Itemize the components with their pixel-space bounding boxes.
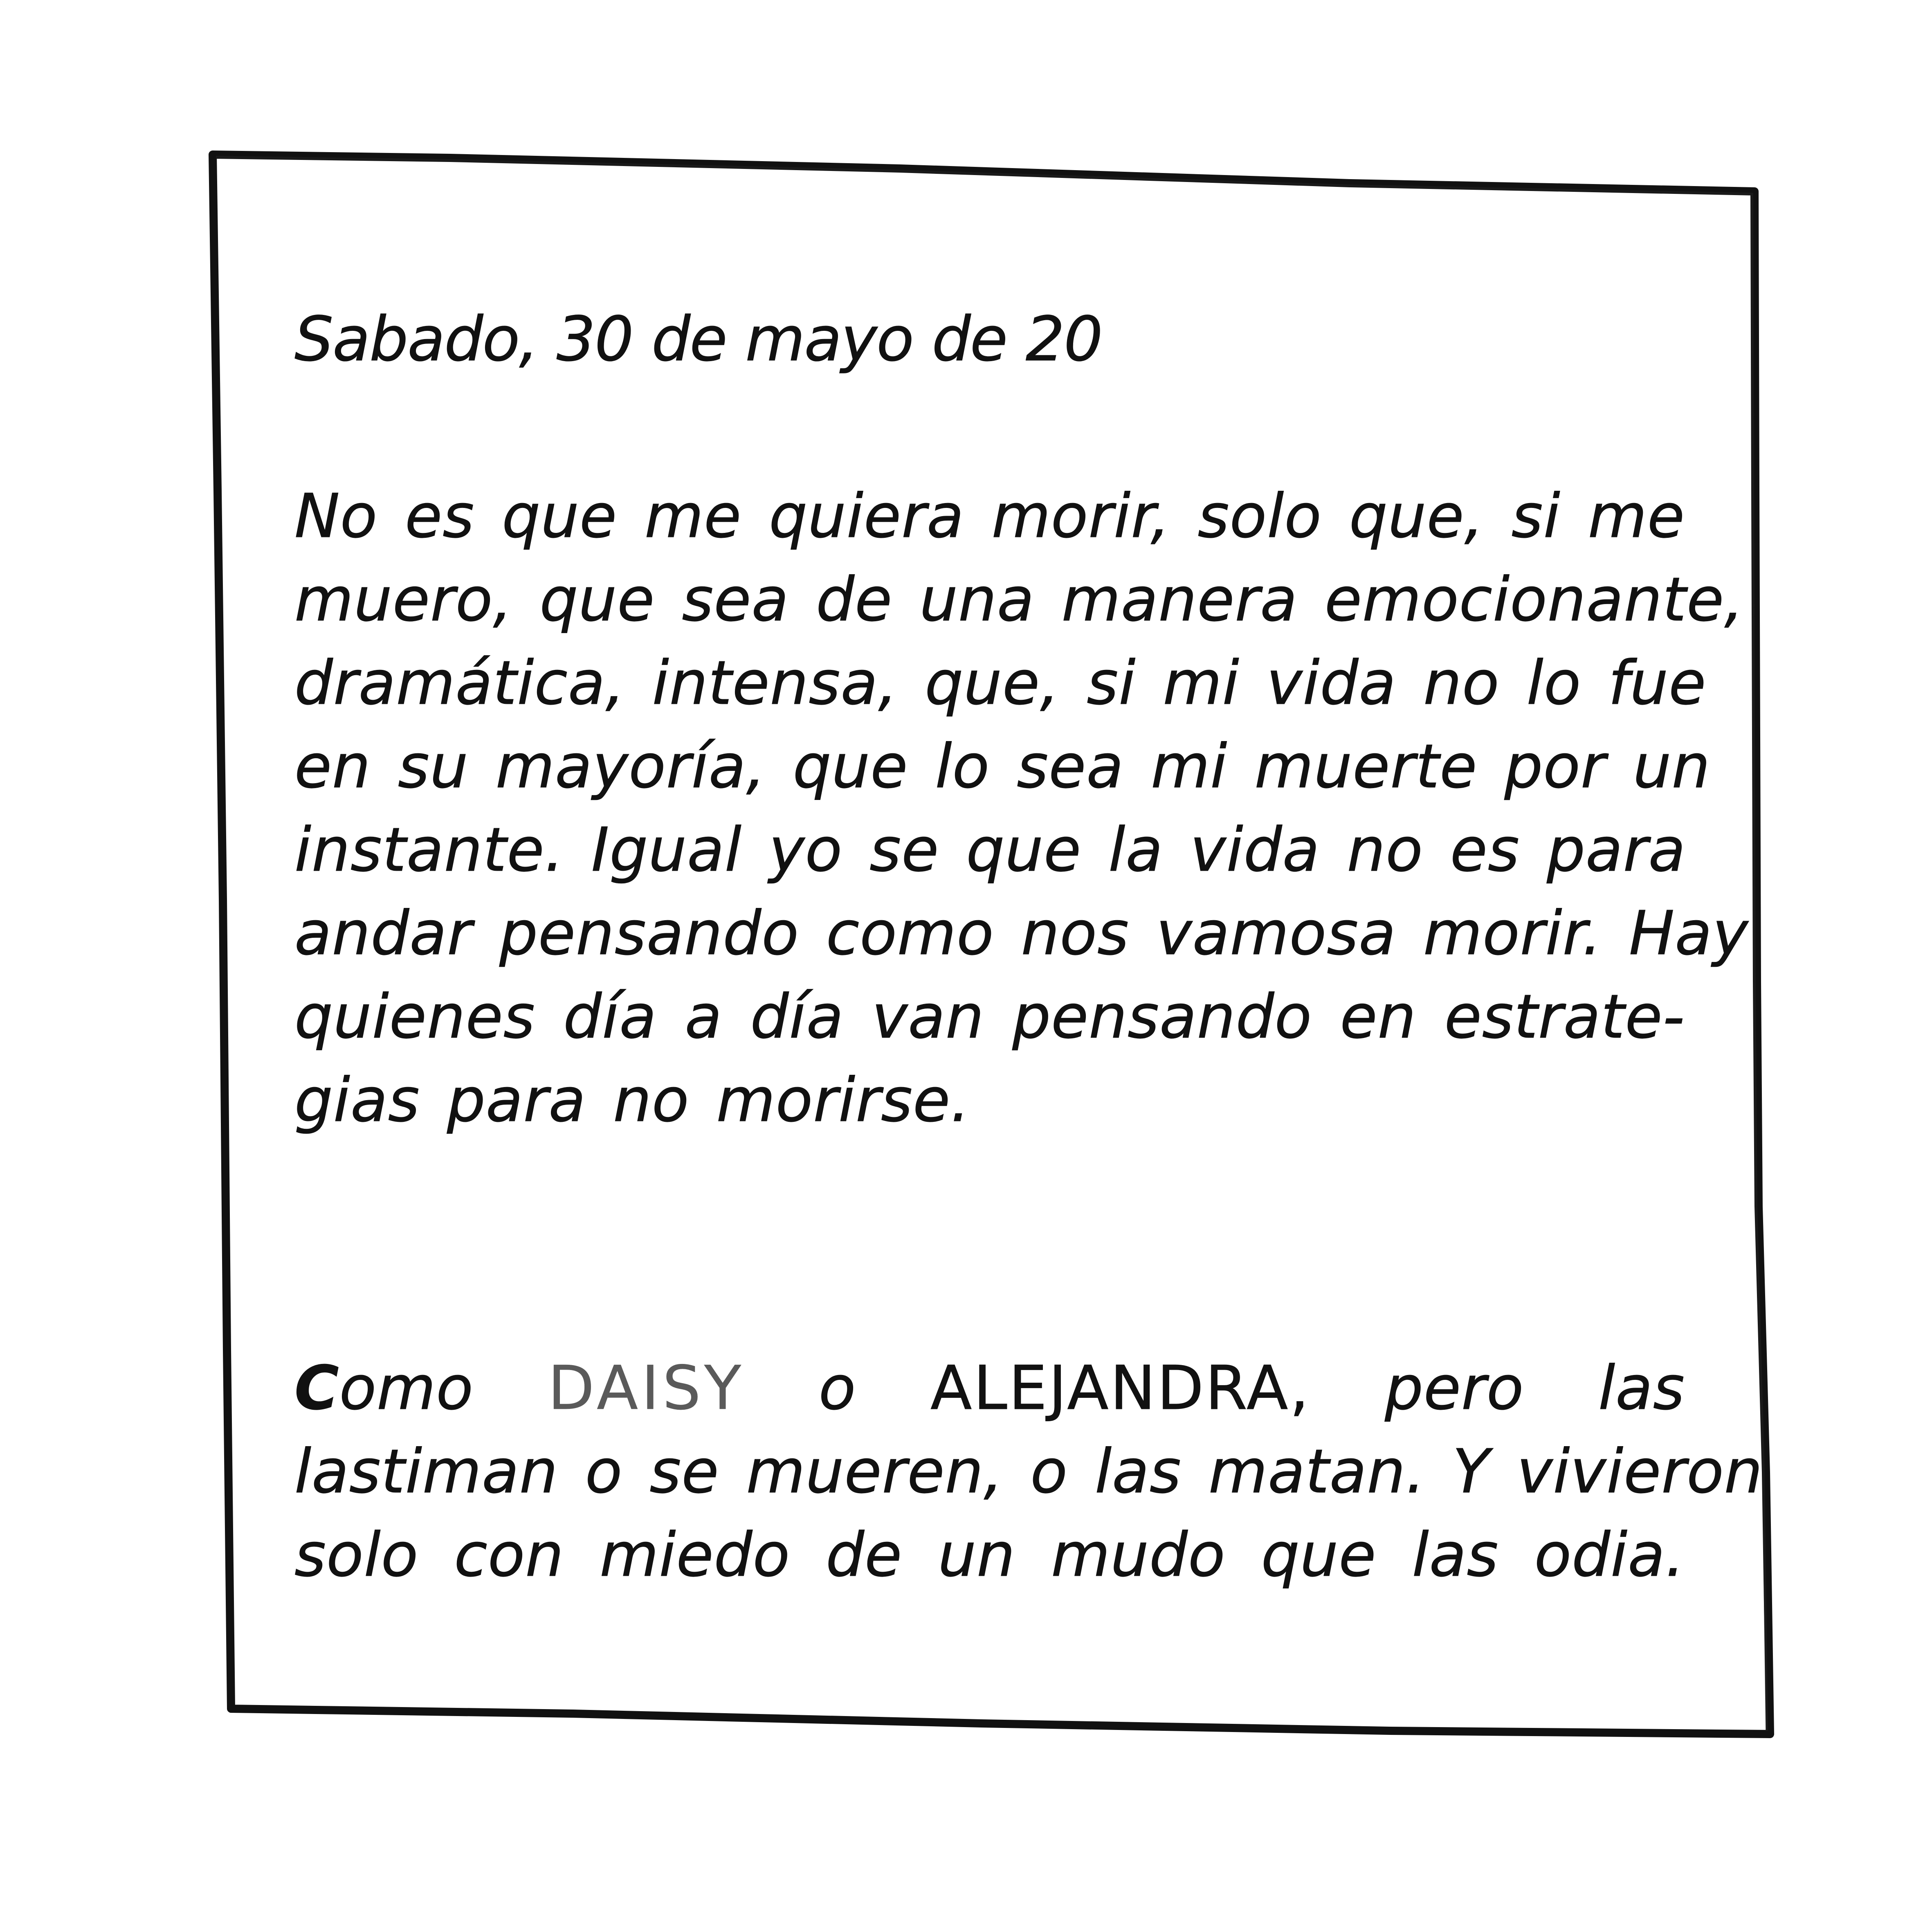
paragraph-one-line: en su mayoría, que lo sea mi muerte por un xyxy=(294,731,1711,802)
paragraph-one xyxy=(294,474,1749,1142)
entry-date: Sabado, 30 de mayo de 20 xyxy=(294,304,1102,375)
paragraph-one-line: muero, que sea de una manera emocionante, xyxy=(294,564,1744,635)
paragraph-one-line: gias para no morirse. xyxy=(294,1065,970,1135)
conjunction: o xyxy=(818,1353,856,1423)
paragraph-one-line: andar pensando como nos vamosa morir. Hay xyxy=(294,898,1749,968)
paragraph-one-line: quienes día a día van pensando en estrate- xyxy=(294,982,1685,1052)
lead-word-rest: omo xyxy=(339,1353,474,1423)
paragraph-two-line-3: solo con miedo de un mudo que las odia. xyxy=(294,1520,1685,1590)
paragraph-one-line: dramática, intensa, que, si mi vida no lo fue xyxy=(294,648,1707,718)
name-alejandra: ALEJANDRA, xyxy=(930,1353,1311,1423)
name-daisy: DAISY xyxy=(548,1353,745,1423)
line-end-text: pero las xyxy=(1385,1353,1685,1423)
paragraph-two xyxy=(294,1346,1763,1597)
lead-letter: C xyxy=(294,1353,339,1423)
paragraph-two-line-2: lastiman o se mueren, o las matan. Y vivieron xyxy=(294,1436,1763,1507)
paragraph-one-line: No es que me quiera morir, solo que, si me xyxy=(294,481,1685,551)
paragraph-two-line-1 xyxy=(294,1346,1685,1430)
paragraph-one-line: instante. Igual yo se que la vida no es para xyxy=(294,815,1686,885)
diary-note xyxy=(294,303,1763,1597)
